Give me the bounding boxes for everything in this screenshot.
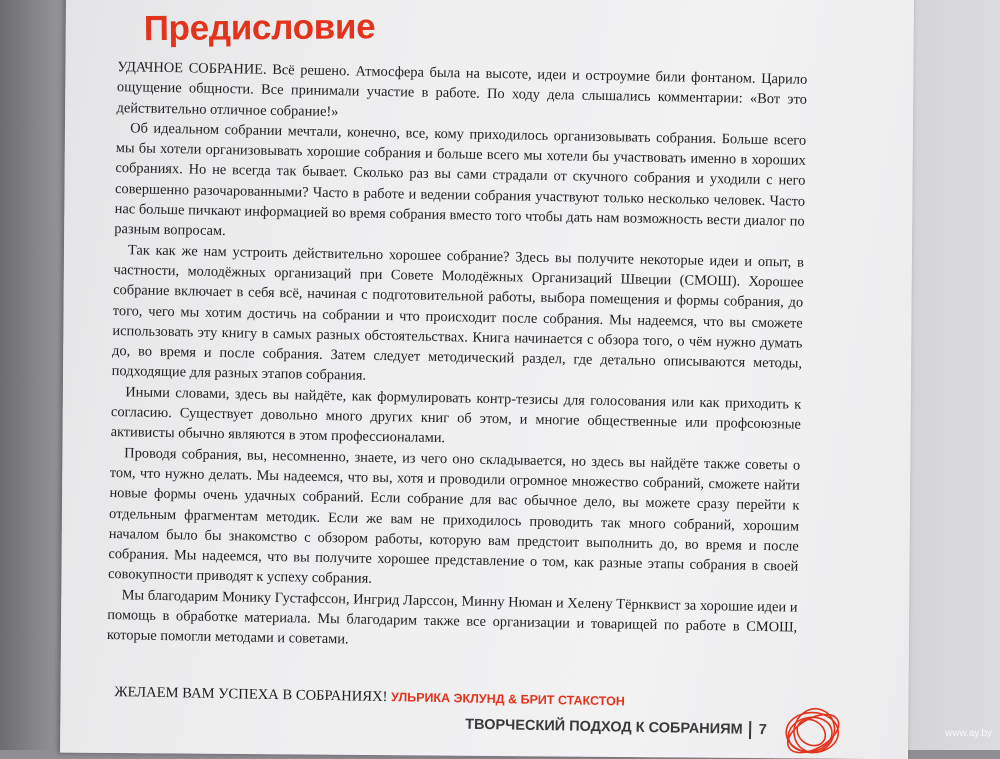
footer-separator <box>748 721 750 739</box>
paragraph-5: Проводя собрания, вы, несомненно, знаете, из чего оно складывается, но здесь вы найдёте также советы о том, что нужно делать. Мы надеемся, что вы, хотя и проводили огромное множество собраний, сможете найти новые формы очень удачных собраний. Если собрание для вас обычное дело, вы можете сразу перейти к отдельным фрагментам методик. Если же вам не приходилось проводить так много собраний, хорошим началом было бы знакомство с обзором работы, которую вам предстоит выполнить до, во время и после собрания. Мы надеемся, что вы получите хорошее представление о том, как разные этапы собрания в своей совокупности приводят к успеху собрания. <box>107 444 801 588</box>
body-text <box>107 57 808 658</box>
background-left <box>0 0 70 750</box>
paragraph-6: Мы благодарим Монику Густафссон, Ингрид Ларссон, Минну Нюман и Хелену Тёрнквист за хорошие идеи и помощь в обработке материала. Мы благодарим также все организации и товарищей по работе в СМОШ, которые помогли методами и советами. <box>106 586 798 648</box>
page-number: 7 <box>758 722 767 739</box>
book-page <box>60 0 914 759</box>
authors: УЛЬРИКА ЭКЛУНД & БРИТ СТАКСТОН <box>390 690 625 709</box>
paragraph-1: УДАЧНОЕ СОБРАНИЕ. Всё решено. Атмосфера была на высоте, идеи и остроумие били фонтаном. Царило ощущение общности. Все принимали участие в работе. По ходу дела слышались комментарии: «Вот это действительно отличное собрание!» <box>116 59 808 120</box>
paragraph-4: Иными словами, здесь вы найдёте, как формулировать контр-тезисы для голосования или как приходить к согласию. Существует довольно много других книг об этом, и многие общественные или профсоюзные активисты обычно являются в этом профессионалами. <box>110 384 802 447</box>
closing-line <box>114 684 814 714</box>
page-title: Предисловие <box>143 7 376 49</box>
page-footer <box>465 716 785 740</box>
scribble-logo-icon <box>776 702 846 759</box>
running-title: ТВОРЧЕСКИЙ ПОДХОД К СОБРАНИЯМ <box>465 716 743 738</box>
paragraph-3: Так как же нам устроить действительно хорошее собрание? Здесь вы получите некоторые идеи и опыт, в частности, молодёжных организаций при Совете Молодёжных Организаций Швеции (СМОШ). Хорошее собрание включает в себя всё, начиная с подготовительной работы, выбора помещения и формы собрания, до того, чего мы хотим достичь на собрании и что происходит после собрания. Мы надеемся, что вы сможете использовать эту книгу в самых разных обстоятельствах. Книга начинается с обзора того, о чём нужно думать до, во время и после собрания. Затем следует методический раздел, где детально описываются методы, подходящие для разных этапов собрания. <box>111 241 805 385</box>
paragraph-2: Об идеальном собрании мечтали, конечно, все, кому приходилось организовывать собрания. Больше всего мы бы хотели организовывать хорошие собрания и больше всего мы хотели бы участвовать именно в хороших собраниях. Но не всегда так бывает. Сколько раз вы сами страдали от скучного собрания и уходили с него совершенно разочарованными? Часто в работе и ведении собрания участвуют только несколько человек. Часто нас больше пичкают информацией во время собрания вместо того чтобы дать нам возможность вести диалог по разным вопросам. <box>114 120 807 240</box>
closing-wish: ЖЕЛАЕМ ВАМ УСПЕХА В СОБРАНИЯХ! <box>114 684 388 706</box>
watermark: www.ay.by <box>944 728 992 739</box>
